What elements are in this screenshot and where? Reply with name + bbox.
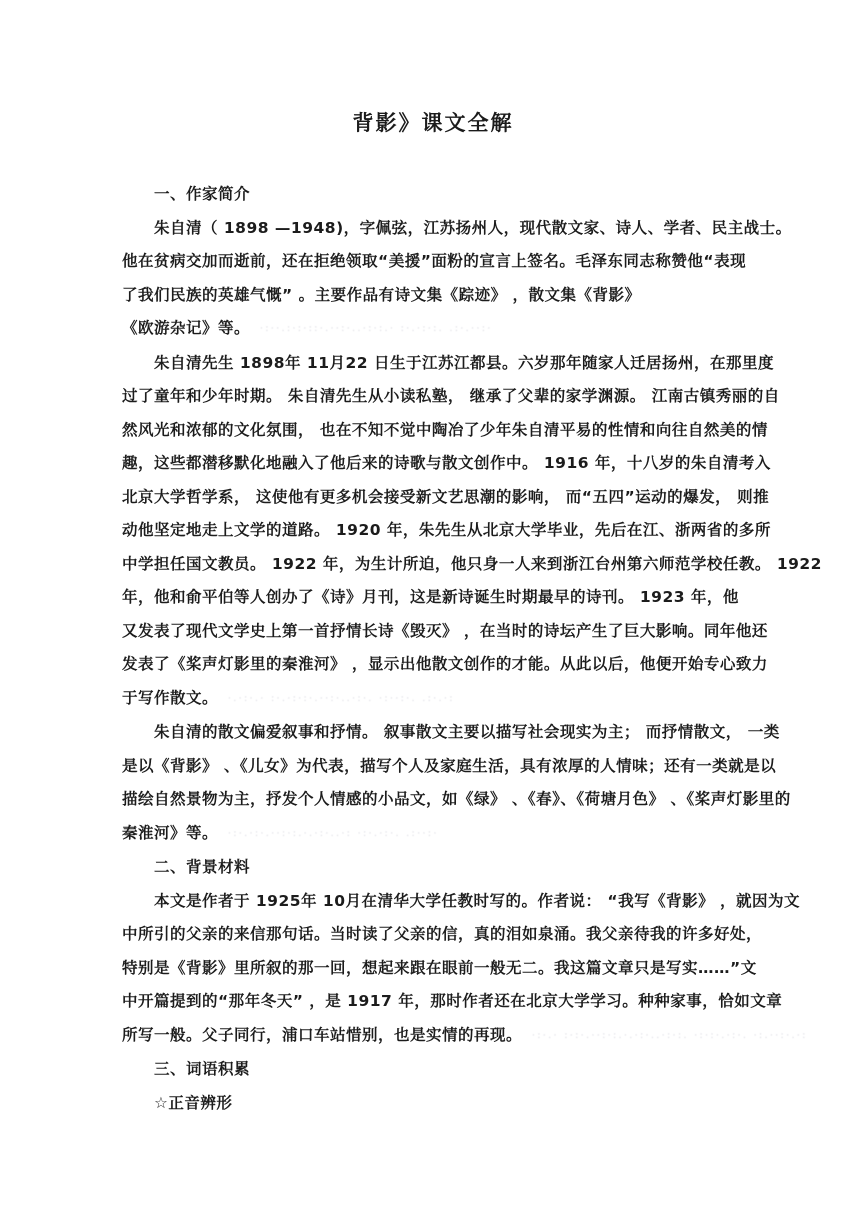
text-line [122, 817, 744, 852]
text-line-content: 特别是《背影》里所叙的那一回，想起来跟在眼前一般无二。我这篇文章只是写实……”文 [122, 958, 757, 977]
text-line [122, 514, 771, 548]
text-line [122, 918, 763, 952]
text-line-content: 于写作散文。 [122, 688, 219, 707]
text-line [122, 447, 771, 481]
text-line [122, 682, 744, 717]
text-line-content: 朱自清的散文偏爱叙事和抒情。 叙事散文主要以描写社会现实为主； 而抒情散文， 一类 [154, 723, 780, 741]
text-line-content: 中所引的父亲的来信那句话。当时读了父亲的信，真的泪如泉涌。我父亲待我的许多好处， [122, 925, 763, 943]
document-title: 背影》课文全解 [352, 111, 514, 135]
text-line-content: 朱自清先生 1898年 11月22 日生于江苏江都县。六岁那年随家人迁居扬州，在那里度 [154, 353, 774, 372]
text-line [122, 716, 780, 750]
text-line [122, 648, 768, 682]
text-line-content: 北京大学哲学系， 这使他有更多机会接受新文艺思潮的影响， 而“五四”运动的爆发， 则推 [122, 487, 770, 506]
text-line-content: 是以《背影》 、《儿女》为代表，描写个人及家庭生活，具有浓厚的人情味；还有一类就是以 [122, 756, 777, 775]
text-line-content: 然风光和浓郁的文化氛围， 也在不知不觉中陶冶了少年朱自清平易的性情和向往自然美的情 [122, 420, 768, 439]
text-line-content: ☆正音辨形 [154, 1093, 233, 1112]
text-line [122, 783, 791, 817]
text-line [122, 985, 783, 1019]
text-line-content: 了我们民族的英雄气慨” 。主要作品有诗文集《踪迹》 ，散文集《背影》 [122, 285, 641, 304]
text-line [122, 548, 822, 582]
text-line [122, 279, 744, 313]
text-line-content: 动他坚定地走上文学的道路。 1920 年，朱先生从北京大学毕业，先后在江、浙两省的多所 [122, 521, 771, 539]
text-line [122, 414, 768, 448]
text-line-content: 过了童年和少年时期。 朱自清先生从小读私塾， 继承了父辈的家学渊源。 江南古镇秀丽的自 [122, 387, 780, 405]
text-line-content: 《欧游杂记》等。 [122, 319, 251, 337]
text-line [122, 1087, 744, 1121]
document-content [122, 108, 822, 1120]
text-line [122, 851, 744, 885]
text-line [122, 1019, 808, 1054]
text-line-content: 描绘自然景物为主，抒发个人情感的小品文，如《绿》 、《春》、《荷塘月色》 、《桨声灯影里的 [122, 790, 791, 808]
text-line [122, 347, 774, 381]
text-line-content: 中学担任国文教员。 1922 年，为生计所迫，他只身一人来到浙江台州第六师范学校任教。 1922 [122, 554, 822, 573]
text-line-content: 他在贫病交加而逝前，还在拒绝领取“美援”面粉的宣言上签名。毛泽东同志称赞他“表现 [122, 252, 747, 270]
text-body [122, 178, 822, 1120]
text-line [122, 380, 780, 414]
text-line [122, 615, 768, 649]
text-line-content: 年，他和俞平伯等人创办了《诗》月刊，这是新诗诞生时期最早的诗刊。 1923 年，他 [122, 588, 739, 606]
text-line [122, 581, 744, 615]
text-line-content: 发表了《桨声灯影里的秦淮河》 ，显示出他散文创作的才能。从此以后，他便开始专心致力 [122, 655, 768, 673]
text-line [122, 245, 747, 279]
text-line-content: 又发表了现代文学史上第一首抒情长诗《毁灭》 ，在当时的诗坛产生了巨大影响。同年他还 [122, 621, 768, 640]
text-line-content: 一、作家简介 [154, 185, 251, 203]
text-line-content: 秦淮河》等。 [122, 823, 219, 842]
text-line-content: 中开篇提到的“那年冬天” ，是 1917 年，那时作者还在北京大学学习。种种家事，恰如文章 [122, 992, 783, 1010]
text-line [122, 481, 770, 515]
text-line [122, 750, 777, 784]
text-line [122, 178, 744, 212]
illegible-watermark: ·:··.:·:·::·.··:·..·:·:.· :·.·:·:. .:·.··:· [260, 324, 493, 334]
text-line-content: 二、背景材料 [154, 858, 251, 876]
text-line [122, 952, 757, 986]
illegible-watermark: ·.·:·.· :·.·:·:·.··:·..·:·. ·:··:·. .:·.·: [228, 693, 455, 704]
text-line-content: 三、词语积累 [154, 1060, 251, 1078]
illegible-watermark: ·:·.·:·.··:·:.·.·:·..·: ·:·.·:·. .:··:· [228, 828, 439, 839]
text-line [122, 1053, 744, 1087]
text-line-content: 趣，这些都潜移默化地融入了他后来的诗歌与散文创作中。 1916 年，十八岁的朱自清考入 [122, 454, 771, 472]
text-line [122, 212, 792, 246]
text-line [122, 312, 744, 347]
illegible-watermark: ·:·.· :·:·.··:·:.·.·:·..·:·:. ·:·:·.·:·. ·:.··:·.·: [532, 1030, 808, 1041]
text-line [122, 885, 800, 919]
text-line-content: 朱自清（ 1898 —1948)，字佩弦，江苏扬州人，现代散文家、诗人、学者、民主战士。 [154, 218, 792, 237]
text-line-content: 所写一般。父子同行，浦口车站惜别，也是实情的再现。 [122, 1025, 523, 1044]
text-line-content: 本文是作者于 1925年 10月在清华大学任教时写的。作者说： “我写《背影》 ，就因为文 [154, 891, 800, 910]
